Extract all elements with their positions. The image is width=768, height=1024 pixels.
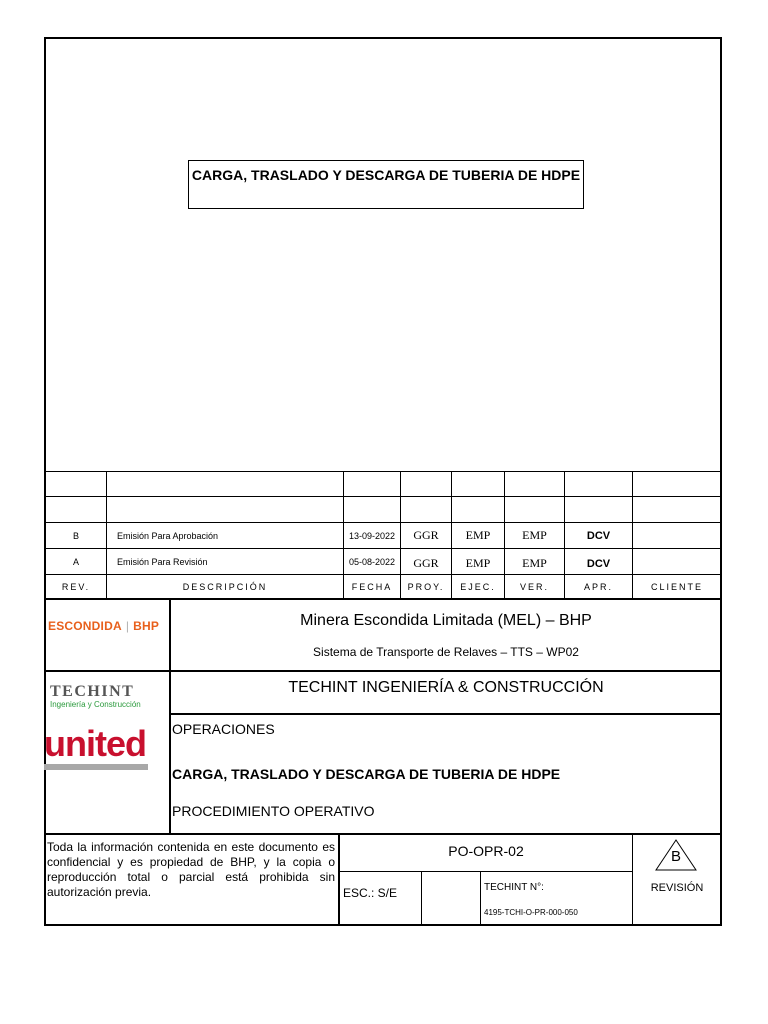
- client-name: Minera Escondida Limitada (MEL) – BHP: [300, 612, 592, 629]
- revision-letter: B: [670, 847, 681, 865]
- rev-header-proy: PROY.: [407, 581, 445, 592]
- rev-cell-ejec: EMP: [465, 528, 491, 542]
- rev-cell-proy: GGR: [413, 556, 439, 570]
- techint-number-label: TECHINT N°:: [484, 881, 544, 893]
- title-block-line: [169, 713, 722, 715]
- rev-cell-date: 05-08-2022: [348, 556, 396, 567]
- title-block-line: [44, 833, 722, 835]
- escondida-bhp-logo: [48, 616, 168, 636]
- rev-header-ejec: EJEC.: [460, 581, 496, 592]
- revision-label: REVISIÓN: [650, 882, 704, 894]
- footer-divider: [421, 872, 422, 926]
- rev-cell-rev: A: [72, 556, 79, 567]
- techint-number: 4195-TCHI-O-PR-000-050: [484, 907, 578, 917]
- rev-cell-ejec: EMP: [465, 556, 491, 570]
- procedure-area: OPERACIONES: [172, 721, 275, 737]
- title-block-line: [44, 670, 170, 672]
- rev-cell-proy: GGR: [413, 528, 439, 542]
- rev-cell-apr: DCV: [586, 557, 611, 570]
- rev-cell-cliente: [633, 523, 721, 548]
- techint-logo-subtitle: Ingeniería y Construcción: [50, 700, 141, 709]
- procedure-type: PROCEDIMIENTO OPERATIVO: [172, 803, 375, 819]
- client-system: Sistema de Transporte de Relaves – TTS – WP02: [313, 645, 579, 659]
- rev-cell-apr: DCV: [586, 529, 611, 542]
- rev-header-apr: APR.: [583, 581, 613, 592]
- united-logo-bar: [44, 764, 148, 770]
- rev-cell-ver: EMP: [522, 556, 547, 570]
- rev-header-cliente: CLIENTE: [650, 581, 703, 592]
- rev-cell-ver: EMP: [522, 528, 547, 542]
- document-title: CARGA, TRASLADO Y DESCARGA DE TUBERIA DE HDPE: [188, 160, 584, 209]
- rev-table-line: [44, 496, 722, 497]
- rev-header-rev: REV.: [61, 581, 91, 592]
- bhp-logo-text: BHP: [133, 619, 160, 633]
- document-code: PO-OPR-02: [448, 843, 524, 859]
- title-block-divider: [169, 599, 171, 834]
- procedure-title: CARGA, TRASLADO Y DESCARGA DE TUBERIA DE HDPE: [172, 766, 561, 782]
- rev-header-fecha: FECHA: [351, 581, 393, 592]
- rev-cell-date: 13-09-2022: [348, 530, 396, 541]
- footer-divider: [480, 872, 481, 926]
- confidential-notice: Toda la información contenida en este documento es confidencial y es propiedad de BHP, y la copia o reproducción total o parcial está prohibida sin autorización previa.: [47, 840, 335, 899]
- scale-label: ESC.: S/E: [343, 886, 398, 900]
- escondida-logo-text: ESCONDIDA: [48, 619, 122, 633]
- techint-logo: [50, 684, 168, 714]
- techint-logo-text: TECHINT: [50, 683, 135, 700]
- contractor-name: TECHINT INGENIERÍA & CONSTRUCCIÓN: [288, 679, 604, 696]
- rev-cell-desc: Emisión Para Revisión: [117, 556, 208, 567]
- rev-cell-desc: Emisión Para Aprobación: [117, 530, 219, 541]
- united-logo-text: united: [44, 723, 146, 764]
- rev-header-desc: DESCRIPCIÓN: [182, 581, 268, 592]
- footer-line: [339, 871, 633, 872]
- united-logo: [44, 723, 152, 772]
- logo-separator: |: [125, 619, 130, 633]
- rev-table-top-line: [44, 471, 722, 472]
- rev-header-ver: VER.: [519, 581, 549, 592]
- rev-table-bottom-line: [44, 598, 722, 600]
- rev-cell-cliente: [633, 549, 721, 574]
- title-block-line: [169, 670, 722, 672]
- rev-cell-rev: B: [72, 530, 79, 541]
